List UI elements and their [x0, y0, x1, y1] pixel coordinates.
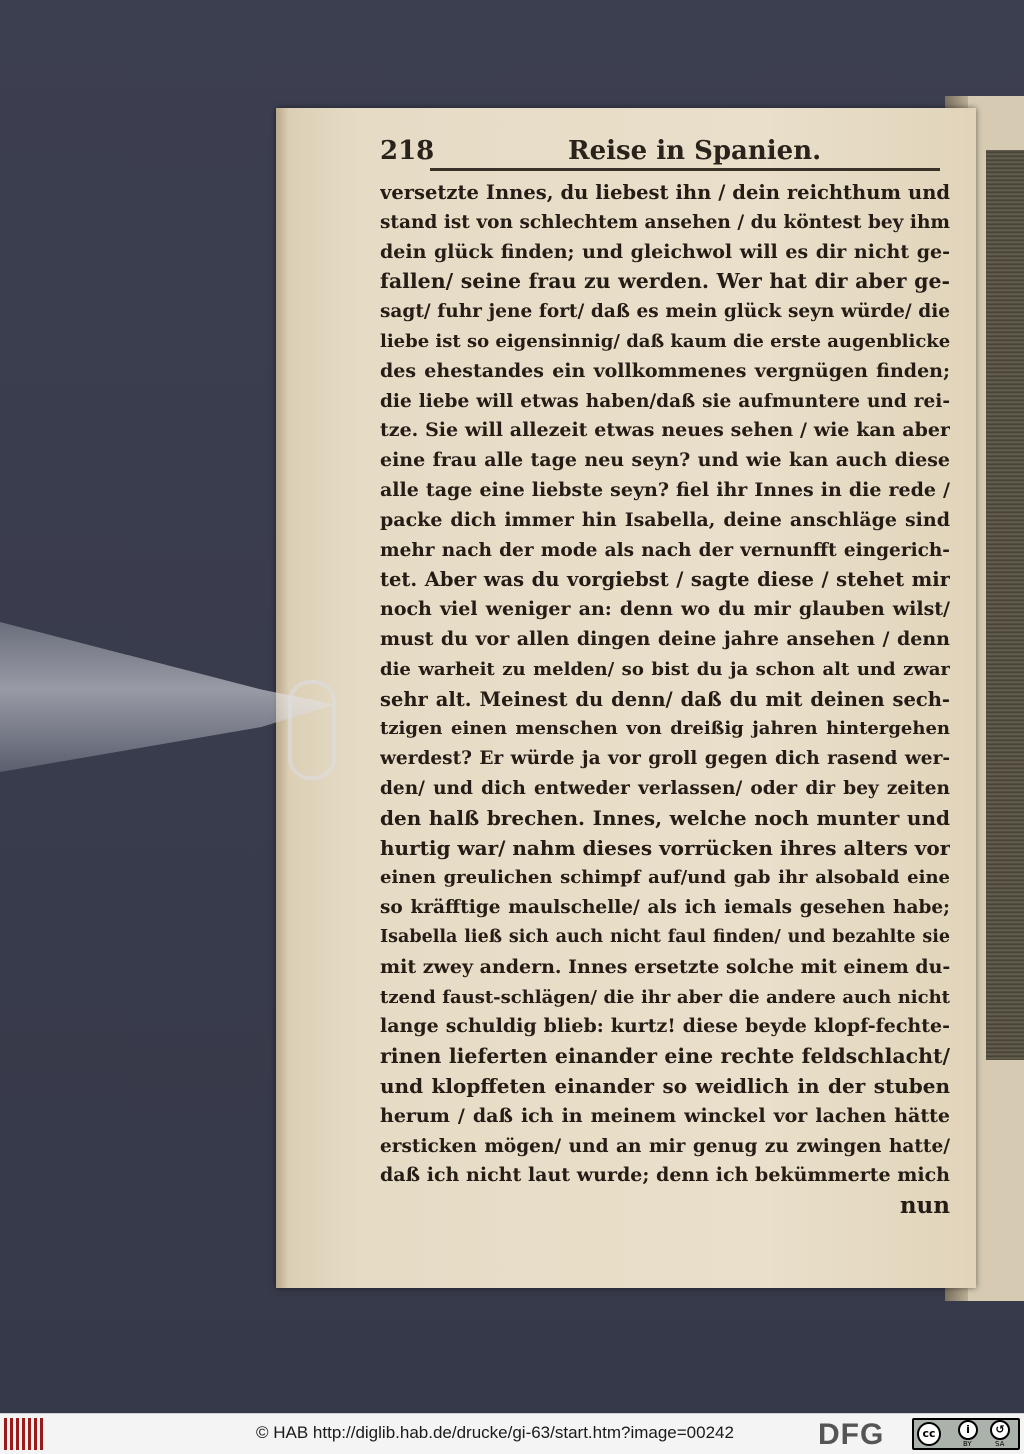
text-line: sehr alt. Meinest du denn/ daß du mit deinen sech- [380, 687, 950, 711]
text-line: alle tage eine liebste seyn? fiel ihr Innes in die rede / [380, 478, 950, 501]
text-line: sagt/ fuhr jene fort/ daß es mein glück seyn würde/ die [380, 301, 950, 323]
header-rule [430, 168, 940, 171]
text-line: eine frau alle tage neu seyn? und wie kan auch diese [380, 449, 950, 472]
text-line: tzend faust-schlägen/ die ihr aber die andere auch nicht [380, 986, 950, 1008]
text-line: tzigen einen menschen von dreißig jahren hintergehen [380, 718, 950, 740]
text-line: versetzte Innes, du liebest ihn / dein reichthum und [380, 181, 950, 204]
text-line: lange schuldig blieb: kurtz! diese beyde klopf-fechte- [380, 1015, 950, 1038]
running-title: Reise in Spanien. [568, 136, 822, 166]
text-line: fallen/ seine frau zu werden. Wer hat dir aber ge- [380, 269, 950, 294]
hab-logo-icon[interactable] [4, 1418, 44, 1450]
copyright-link[interactable]: © HAB http://diglib.hab.de/drucke/gi-63/start.htm?image=00242 [256, 1423, 734, 1442]
text-line: liebe ist so eigensinnig/ daß kaum die erste augenblicke [380, 330, 950, 352]
sa-label: SA [995, 1440, 1005, 1448]
text-line: stand ist von schlechtem ansehen / du köntest bey ihm [380, 211, 950, 233]
text-line: ersticken mögen/ und an mir genug zu zwingen hatte/ [380, 1135, 950, 1157]
text-line: Isabella ließ sich auch nicht faul finden/ und bezahlte sie [380, 926, 950, 947]
text-line: herum / daß ich in meinem winckel vor lachen hätte [380, 1104, 950, 1127]
text-line: die warheit zu melden/ so bist du ja schon alt und zwar [380, 658, 950, 680]
body-text [380, 178, 950, 1221]
page-header [380, 136, 940, 172]
text-line: daß ich nicht laut wurde; denn ich bekümmerte mich [380, 1164, 950, 1187]
text-line: einen greulichen schimpf auf/und gab ihr alsobald eine [380, 867, 950, 889]
text-line: die liebe will etwas haben/daß sie aufmuntere und rei- [380, 390, 950, 412]
dfg-logo[interactable]: DFG [818, 1418, 885, 1451]
text-line: den halß brechen. Innes, welche noch munter und [380, 805, 950, 830]
text-line: packe dich immer hin Isabella, deine anschläge sind [380, 508, 950, 531]
text-line: dein glück finden; und gleichwol will es dir nicht ge- [380, 240, 950, 263]
text-line: tet. Aber was du vorgiebst / sagte diese / stehet mir [380, 568, 950, 592]
text-line: hurtig war/ nahm dieses vorrücken ihres alters vor [380, 835, 950, 860]
text-line: mit zwey andern. Innes ersetzte solche mit einem du- [380, 955, 950, 978]
page-clip-end [288, 680, 336, 780]
viewer-footer [0, 1413, 1024, 1454]
text-line: tze. Sie will allezeit etwas neues sehen / wie kan aber [380, 419, 950, 442]
text-line: den/ und dich entweder verlassen/ oder dir bey zeiten [380, 777, 950, 799]
text-line: werdest? Er würde ja vor groll gegen dich rasend wer- [380, 748, 950, 770]
by-attribution-icon: i [958, 1420, 978, 1440]
text-line: des ehestandes ein vollkommenes vergnügen finden; [380, 359, 950, 382]
cc-license-badge[interactable] [912, 1418, 1020, 1450]
text-line: rinen lieferten einander eine rechte feldschlacht/ [380, 1044, 950, 1069]
by-label: BY [963, 1440, 972, 1448]
text-line: must du vor allen dingen deine jahre ansehen / denn [380, 627, 950, 650]
text-line: so kräfftige maulschelle/ als ich iemals gesehen habe; [380, 897, 950, 919]
sa-share-alike-icon: ↺ [990, 1420, 1010, 1440]
catchword: nun [899, 1192, 950, 1220]
page-number: 218 [380, 136, 435, 166]
text-line: und klopffeten einander so weidlich in der stuben [380, 1073, 950, 1098]
cc-icon: cc [917, 1422, 941, 1446]
text-line: mehr nach der mode als nach der vernunfft eingerich- [380, 539, 950, 561]
facing-page-engraving [986, 150, 1024, 1060]
text-line: noch viel weniger an: denn wo du mir glauben wilst/ [380, 598, 950, 621]
